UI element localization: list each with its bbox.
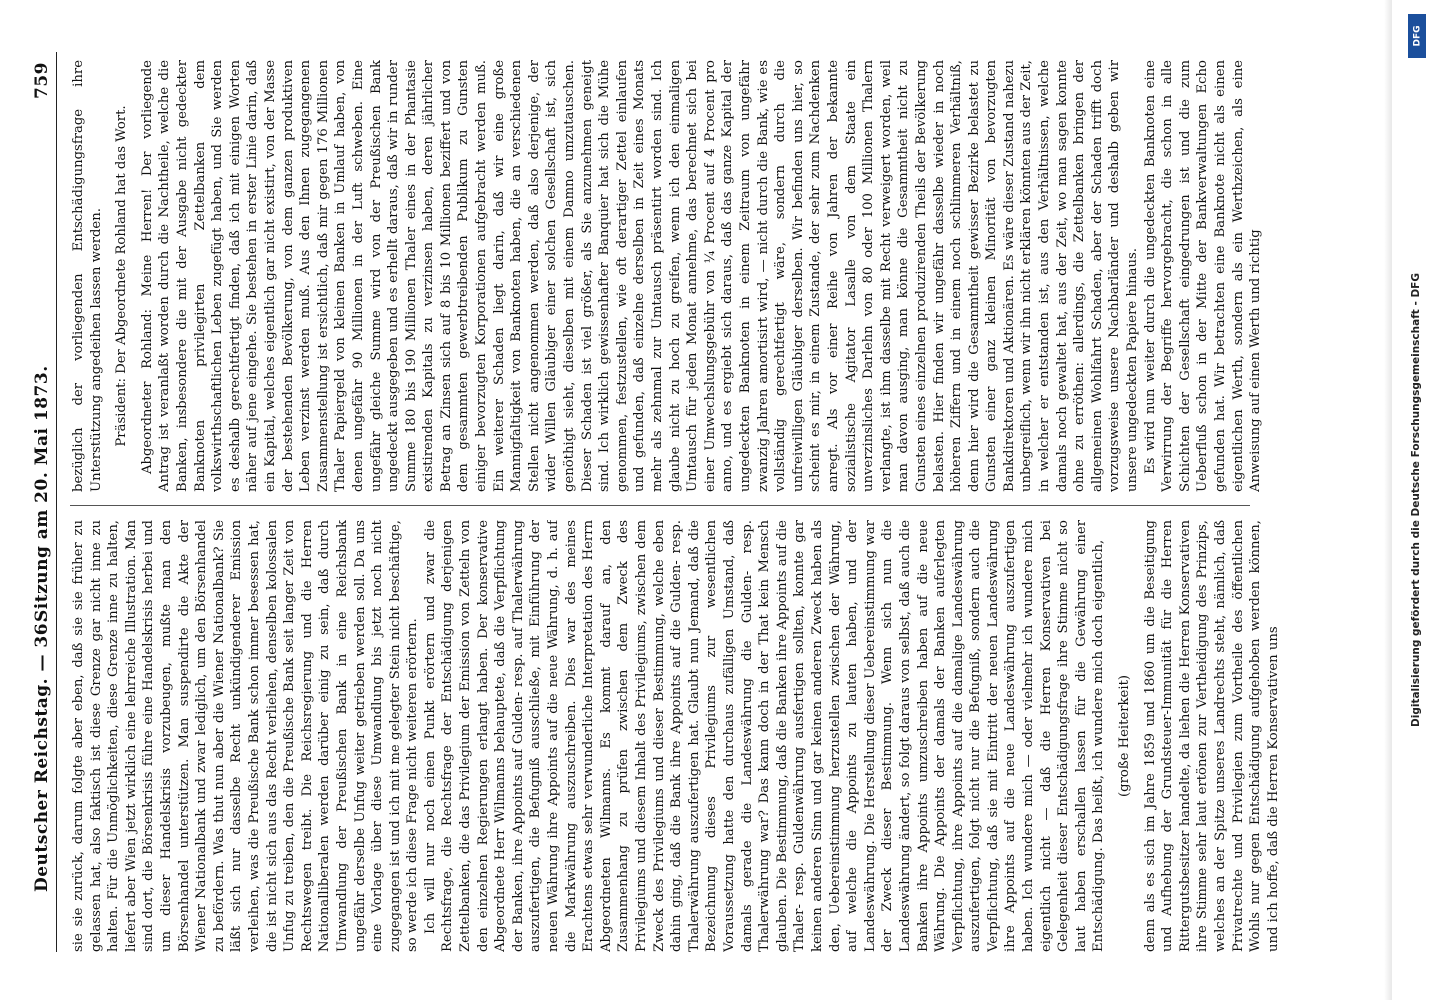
running-header (30, 52, 57, 952)
paragraph: Es wird nun weiter durch die ungedeckten Banknoten eine Verwirrung der Begriffe hervorgebracht, die schon in alle Schichten der Gesellschaft eingedrungen ist und die zum Ueberfluß schon in der Mitte der Bankverwaltungen Echo gefunden hat. Wir betrachten eine Banknote nicht als einen eigentlichen Werth, sondern als ein Werthzeichen, als eine Anweisung auf einen Werth und richtig (1142, 60, 1264, 492)
left-column (70, 520, 1320, 952)
president-remark: Präsident: Der Abgeordnete Rohland hat das Wort. (114, 105, 130, 447)
page-number: 759 (32, 62, 52, 99)
paragraph: sie sie zurück, darum folgte aber eben, daß sie sie früher zu gelassen hat, also faktisch ist diese Grenze gar nicht inne zu halten. Für die Unmöglichkeiten, diese Grenze inne zu halten, liefert aber Wien jetzt wirklich eine lehrreiche Illustration. Man sind dort, die Börsenkrisis führe eine Handelskrisis herbei und um dieser Handelskrisis vorzubeugen, mußte man den Börsenhandel unterstützen. Man suspendirte die Akte der Wiener Nationalbank und zwar lediglich, um den Börsenhandel zu befördern. Was thut nun aber die Wiener Nationalbank? Sie läßt sich nur dasselbe Recht unkündigenderer Emission verleihen, was die Preußische Bank schon immer besessen hat, die ist nicht sich aus das Recht verliehen, denselben kolossalen Unfug zu treiben, den die Preußische Bank seit langer Zeit von Rechtswegen treibt. Die Reichsregierung und die Herren Nationalliberalen werden darüber einig zu sein, daß durch Umwandlung der Preußischen Bank in eine Reichsbank ungefähr derselbe Unfug weiter getrieben werden soll. Da uns eine Vorlage über diese Umwandlung bis jetzt noch nicht zugegangen ist und ich mit me gelegter Stein nicht beschäftige, so werde ich diese Frage nicht weiteren erörtern. (71, 520, 421, 952)
right-column (70, 60, 1320, 492)
header-session-date: Sitzung am 20. Mai 1873. (32, 365, 52, 622)
dfg-logo-text: DFG (1412, 25, 1423, 47)
column-divider (70, 505, 1250, 506)
paragraph: denn als es sich im Jahre 1859 und 1860 um die Beseitigung und Aufhebung der Grundsteuer-Immunität für die Herren Rittergutsbesitzer handelte, da liehen die Herren Konservativen ihre Stimme sehr laut ertönen zur Vertheidigung des Prinzips, welches an der Spitze unseres Landrechts steht, nämlich, daß Privatrechte und Privilegien zum Vortheile des öffentlichen Wohls nur gegen Entschädigung aufgehoben werden können, und ich hoffe, daß die Herren Konservativen uns (1142, 520, 1281, 952)
dfg-logo (1408, 14, 1426, 58)
paragraph: bezüglich der vorliegenden Entschädigungsfrage ihre Unterstützung angedeihen lassen werden. (71, 60, 104, 492)
page-body (30, 52, 1320, 952)
digitization-watermark (1404, 20, 1428, 980)
watermark-text: Digitalisierung gefördert durch die Deutsche Forschungsgemeinschaft - DFG (1410, 273, 1422, 727)
header-left-title: Deutscher Reichstag. — 36. (32, 616, 52, 892)
interjection: (große Heiterkeit) (1117, 674, 1133, 798)
paragraph: Ich will nur noch einen Punkt erörtern und zwar die Rechtsfrage, die Rechtsfrage der Entschädigung derjenigen Zettelbanken, die das Privilegium der Emission von Zetteln von den einzelnen Regierungen erlangt haben. Der konservative Abgeordnete Herr Wilmanns behauptete, daß die Verpflichtung der Banken, ihre Appoints auf Gulden- resp. auf Thalerwährung auszufertigen, die Befugniß ausschließe, mit Einführung der neuen Währung ihre Appoints auf die neue Währung, d. h. auf die Markwährung auszuschreiben. Dies war des meines Erachtens etwas sehr verwunderliche Interpretation des Herrn Abgeordneten Wilmanns. Es kommt darauf an, den Zusammenhang zu prüfen zwischen dem Zweck des Privilegiums und diesem Inhalt des Privilegiums, zwischen dem Zweck des Privilegiums und dieser Bestimmung, welche eben dahin ging, daß die Bank ihre Appoints auf die Gulden- resp. Thalerwährung auszufertigen hat. Glaubt nun Jemand, daß die Bezeichnung dieses Privilegiums zur wesentlichen Voraussetzung hatte den durchaus zufälligen Umstand, daß damals gerade die Landeswährung die Gulden- resp. Thalerwährung war? Das kann doch in der That kein Mensch glauben. Die Bestimmung, daß die Banken ihre Appoints auf die Thaler- resp. Guldenwährung ausfertigen sollten, konnte gar keinen anderen Sinn und gar keinen anderen Zweck haben als den, Uebereinstimmung herzustellen zwischen der Währung, auf welche die Appoints zu lauten haben, und der Landeswährung. Die Herstellung dieser Uebereinstimmung war der Zweck dieser Bestimmung. Wenn sich nun die Landeswährung ändert, so folgt daraus von selbst, daß auch die Banken ihre Appoints umzuschreiben haben auf die neue Währung. Die Appoints der damals der Banken auferlegten Verpflichtung, ihre Appoints auf die damalige Landeswährung auszufertigen, folgt nicht nur die Befugniß, sondern auch die Verpflichtung, daß sie mit Eintritt der neuen Landeswährung ihre Appoints auf die neue Landeswährung auszufertigen haben. Ich wundere mich — oder vielmehr ich wundere mich eigentlich nicht — daß die Herren Konservativen bei Gelegenheit dieser Entschädigungsfrage ihre Stimme nicht so laut haben erschallen lassen für die Gewährung einer Entschädigung. Das heißt, ich wundere mich doch eigentlich, (422, 520, 1107, 952)
paragraph: Abgeordneter Rohland: Meine Herren! Der vorliegende Antrag ist veranlaßt worden durch die Nachtheile, welche die Banken, insbesondere die mit der Ausgabe nicht gedeckter Banknoten privilegirten Zettelbanken dem volkswirthschaftlichen Leben zugefügt haben, und Sie werden es deshalb gerechtfertigt finden, daß ich mit einigen Worten näher auf jene eingehe. Sie bestehen in erster Linie darin, daß ein Kapital, welches eigentlich gar nicht existirt, von der Masse der bestehenden Bevölkerung, von dem ganzen produktiven Leben verzinst werden muß. Aus den Ihnen zugegangenen Zusammenstellung ist ersichtlich, daß mir gegen 176 Millionen Thaler Papiergeld von kleinen Banken in Umlauf haben, von denen ungefähr 90 Millionen in der Luft schweben. Eine ungefähr gleiche Summe wird von der Preußischen Bank ungedeckt ausgegeben und es erhellt daraus, daß wir in runder Summe 180 bis 190 Millionen Thaler eines in der Phantasie existirenden Kapitals zu verzinsen haben, deren jährlicher Betrag an Zinsen sich auf 8 bis 10 Millionen beziffert und von dem gesammten gewerbtreibenden Publikum zu Gunsten einiger bevorzugten Korporationen aufgebracht werden muß. Ein weiterer Schaden liegt darin, daß wir eine große Mannigfaltigkeit von Banknoten haben, die an verschiedenen Stellen nicht angenommen werden, daß also derjenige, der wider Willen Gläubiger einer solchen Gesellschaft ist, sich genöthigt sieht, dieselben mit einem Damno umzutauschen. Dieser Schaden ist viel größer, als Sie anzunehmen geneigt sind. Ich wirklich gewissenhafter Banquier hat sich die Mühe genommen, festzustellen, wie oft derartiger Zettel einlaufen und gefunden, daß einzelne derselben in Zeit eines Monats mehr als zehnmal zur Umtausch präsentirt worden sind. Ich glaube nicht zu hoch zu greifen, wenn ich den einmaligen Umtausch für jeden Monat annehme, das berechnet sich bei einer Umwechslungsgebühr von ¼ Procent auf 4 Procent pro anno, und es ergiebt sich daraus, daß das ganze Kapital der ungedeckten Banknoten in einem Zeitraum von ungefähr zwanzig Jahren amortisirt wird, — nicht durch die Bank, wie es vollständig gerechtfertigt wäre, sondern durch die unfreiwilligen Gläubiger derselben. Wir befinden uns hier, so scheint es mir, in einem Zustande, der sehr zum Nachdenken anregt. Als vor einer Reihe von Jahren der bekannte sozialistische Agitator Lasalle von dem Staate ein unverzinsliches Darlehn von 80 oder 100 Millionen Thalern verlangte, ist ihm dasselbe mit Recht verweigert worden, weil man davon ausging, man könne die Gesammtheit nicht zu Gunsten eines einzelnen produzirenden Theils der Bevölkerung belasten. Hier finden wir ungefähr dasselbe wieder in noch höheren Ziffern und in einem noch schlimmeren Verhältniß, denn hier wird die Gesammtheit gewisser Bezirke belastet zu Gunsten einer ganz kleinen Minorität von bevorzugten Bankdirektoren und Aktionären. Es wäre dieser Zustand nahezu unbegreiflich, wenn wir ihn nicht erklären könnten aus der Zeit, in welcher er entstanden ist, aus den Verhältnissen, welche damals noch gewaltet hat, aus der Zeit, wo man sagen konnte ohne zu erröthen: allerdings, die Zettelbanken bringen der allgemeinen Wohlfahrt Schaden, aber der Schaden trifft doch vorzugsweise unsere Nachbarländer und deshalb geben wir unsere ungedeckten Papiere hinaus. (139, 60, 1141, 492)
